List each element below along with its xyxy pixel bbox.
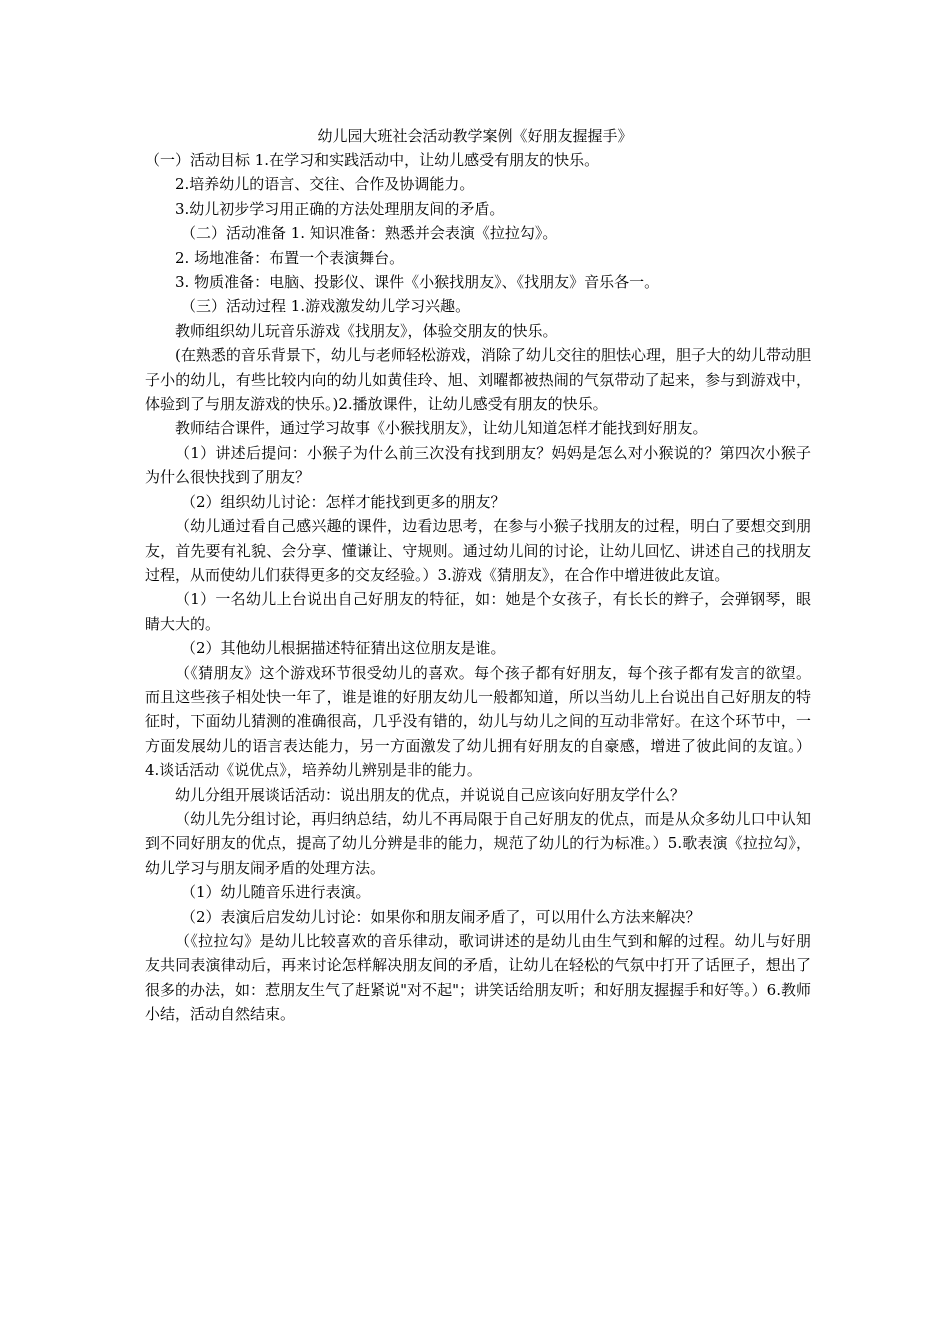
paragraph-perform-note: （《拉拉勾》是幼儿比较喜欢的音乐律动，歌词讲述的是幼儿由生气到和解的过程。幼儿与好朋友共同表演律动后，再来讨论怎样解决朋友间的矛盾，让幼儿在轻松的气氛中打开了话匣子，想出了很多的办法，如：惹朋友生气了赶紧说"对不起"；讲笑话给朋友听；和好朋友握握手和好等。）6.教师小结，活动自然结束。	[145, 932, 811, 1024]
paragraph-goal-1: （一）活动目标 1.在学习和实践活动中，让幼儿感受有朋友的快乐。	[145, 151, 600, 169]
paragraph-process-1: （三）活动过程 1.游戏激发幼儿学习兴趣。	[181, 297, 471, 316]
paragraph-prep-3: 3. 物质准备：电脑、投影仪、课件《小猴找朋友》、《找朋友》音乐各一。	[175, 273, 660, 292]
document-title: 幼儿园大班社会活动教学案例《好朋友握握手》	[317, 127, 633, 145]
paragraph-discussion-note: （幼儿通过看自己感兴趣的课件，边看边思考，在参与小猴子找朋友的过程，明白了要想交到朋友，首先要有礼貌、会分享、懂谦让、守规则。通过幼儿间的讨论，让幼儿回忆、讲述自己的找朋友过程，从而使幼儿们获得更多的交友经验。）3.游戏《猜朋友》，在合作中增进彼此友谊。	[145, 517, 811, 584]
paragraph-guess-1: （1）一名幼儿上台说出自己好朋友的特征，如：她是个女孩子，有长长的辫子，会弹钢琴，眼睛大大的。	[145, 590, 811, 633]
document-body	[145, 148, 811, 1027]
paragraph-perform-1: （1）幼儿随音乐进行表演。	[181, 883, 371, 902]
paragraph-prep-1: （二）活动准备 1. 知识准备：熟悉并会表演《拉拉勾》。	[181, 224, 558, 243]
paragraph-goal-2: 2.培养幼儿的语言、交往、合作及协调能力。	[175, 175, 475, 194]
paragraph-perform-2: （2）表演后启发幼儿讨论：如果你和朋友闹矛盾了，可以用什么方法来解决？	[181, 907, 701, 926]
paragraph-guess-2: （2）其他幼儿根据描述特征猜出这位朋友是谁。	[181, 639, 506, 658]
paragraph-question-2: （2）组织幼儿讨论：怎样才能找到更多的朋友？	[181, 492, 506, 511]
paragraph-goal-3: 3.幼儿初步学习用正确的方法处理朋友间的矛盾。	[175, 199, 505, 218]
paragraph-prep-2: 2. 场地准备：布置一个表演舞台。	[175, 248, 405, 267]
paragraph-talk: 幼儿分组开展谈话活动：说出朋友的优点，并说说自己应该向好朋友学什么？	[175, 785, 686, 804]
paragraph-teacher-game: 教师组织幼儿玩音乐游戏《找朋友》，体验交朋友的快乐。	[175, 321, 558, 340]
paragraph-talk-note: （幼儿先分组讨论，再归纳总结，幼儿不再局限于自己好朋友的优点，而是从众多幼儿口中认知到不同好朋友的优点，提高了幼儿分辨是非的能力，规范了幼儿的行为标准。）5.歌表演《拉拉勾》，幼儿学习与朋友闹矛盾的处理方法。	[145, 809, 811, 877]
paragraph-guess-note: （《猜朋友》这个游戏环节很受幼儿的喜欢。每个孩子都有好朋友，每个孩子都有发言的欲望。而且这些孩子相处快一年了，谁是谁的好朋友幼儿一般都知道，所以当幼儿上台说出自己好朋友的特征时，下面幼儿猜测的准确很高，几乎没有错的，幼儿与幼儿之间的互动非常好。在这个环节中，一方面发展幼儿的语言表达能力，另一方面激发了幼儿拥有好朋友的自豪感，增进了彼此间的友谊。）4.谈话活动《说优点》，培养幼儿辨别是非的能力。	[145, 663, 811, 780]
paragraph-question-1: （1）讲述后提问：小猴子为什么前三次没有找到朋友？妈妈是怎么对小猴说的？第四次小猴子为什么很快找到了朋友？	[145, 443, 811, 487]
paragraph-game-note: (在熟悉的音乐背景下，幼儿与老师轻松游戏，消除了幼儿交往的胆怯心理，胆子大的幼儿带动胆子小的幼儿，有些比较内向的幼儿如黄佳玲、旭、刘曜都被热闹的气氛带动了起来，参与到游戏中，体验到了与朋友游戏的快乐。)2.播放课件，让幼儿感受有朋友的快乐。	[145, 346, 811, 414]
paragraph-courseware: 教师结合课件，通过学习故事《小猴找朋友》，让幼儿知道怎样才能找到好朋友。	[175, 419, 708, 438]
